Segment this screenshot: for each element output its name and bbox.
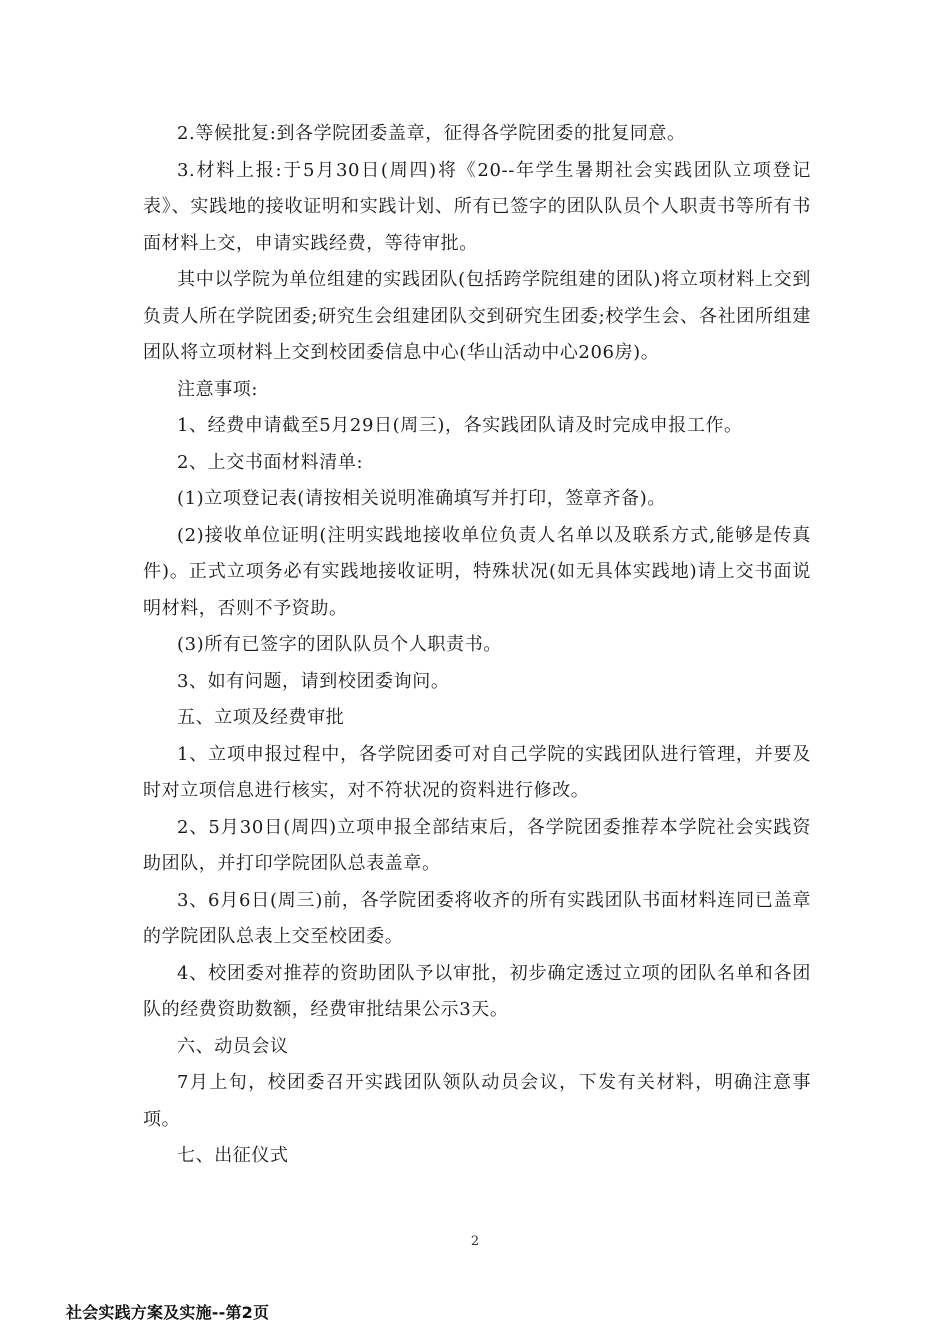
approval-step-4: 4、校团委对推荐的资助团队予以审批，初步确定透过立项的团队名单和各团队的经费资助数额，经费审批结果公示3天。 [143,962,811,1020]
section-heading-mobilization: 六、动员会议 [177,1035,289,1057]
note-inquiries: 3、如有问题，请到校团委询问。 [177,670,450,692]
list-item-registration-form: (1)立项登记表(请按相关说明准确填写并打印，签章齐备)。 [177,488,666,509]
document-body [143,116,811,1175]
approval-step-3: 3、6月6日(周三)前，各学院团委将收齐的所有实践团队书面材料连同已盖章的学院团队总表上交至校团委。 [143,889,811,947]
list-item-responsibility-letter: (3)所有已签字的团队队员个人职责书。 [177,634,502,655]
note-material-list: 2、上交书面材料清单: [177,451,364,473]
list-item-receiving-certificate: (2)接收单位证明(注明实践地接收单位负责人名单以及联系方式,能够是传真件)。正式立项务必有实践地接收证明，特殊状况(如无具体实践地)请上交书面说明材料，否则不予资助。 [143,524,811,619]
note-deadline: 1、经费申请截至5月29日(周三)，各实践团队请及时完成申报工作。 [177,415,743,436]
page-number: 2 [470,1234,480,1249]
paragraph-approval: 2.等候批复:到各学院团委盖章，征得各学院团委的批复同意。 [177,123,686,144]
approval-step-1: 1、立项申报过程中，各学院团委可对自己学院的实践团队进行管理，并要及时对立项信息进行核实，对不符状况的资料进行修改。 [143,743,811,801]
paragraph-material-submission: 3.材料上报:于5月30日(周四)将《20--年学生暑期社会实践团队立项登记表》、实践地的接收证明和实践计划、所有已签字的团队队员个人职责书等所有书面材料上交，申请实践经费，等待审批。 [143,159,811,254]
section-heading-approval: 五、立项及经费审批 [177,707,345,728]
approval-step-2: 2、5月30日(周四)立项申报全部结束后，各学院团委推荐本学院社会实践资助团队，并打印学院团队总表盖章。 [143,816,811,874]
paragraph-submission-channels: 其中以学院为单位组建的实践团队(包括跨学院组建的团队)将立项材料上交到负责人所在学院团委;研究生会组建团队交到研究生团委;校学生会、各社团所组建团队将立项材料上交到校团委信息中心(华山活动中心206房)。 [143,269,811,363]
footer-caption: 社会实践方案及实施--第2页 [66,1303,270,1322]
heading-notes: 注意事项: [177,378,259,400]
mobilization-text: 7月上旬，校团委召开实践团队领队动员会议，下发有关材料，明确注意事项。 [143,1072,811,1130]
section-heading-ceremony: 七、出征仪式 [177,1145,289,1166]
